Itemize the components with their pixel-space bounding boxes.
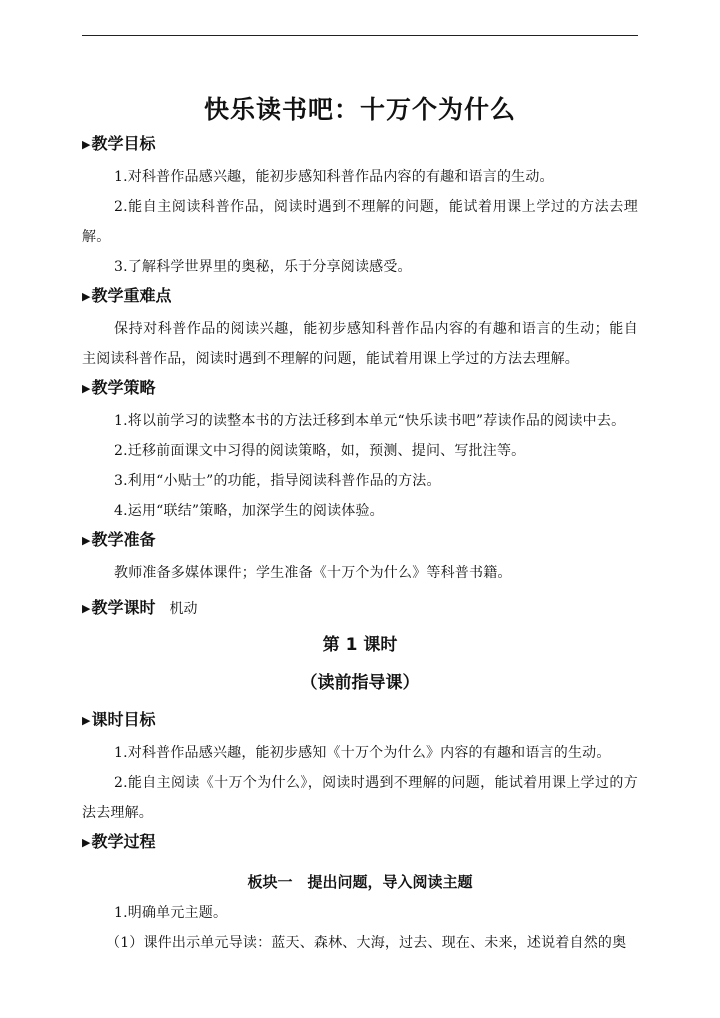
class-hours-value: 机动 xyxy=(169,601,198,617)
strategy-item: 2.迁移前面课文中习得的阅读策略，如，预测、提问、写批注等。 xyxy=(114,443,526,459)
heading-text: 教学课时 xyxy=(91,598,156,617)
heading-teaching-process xyxy=(82,832,155,854)
heading-key-points xyxy=(82,286,171,308)
process-item: 1.明确单元主题。 xyxy=(114,905,228,921)
lesson-goal-item: 2.能自主阅读《十万个为什么》，阅读时遇到不理解的问题，能试着用课上学过的方法去理解。 xyxy=(82,775,638,821)
goal-item: 1.对科普作品感兴趣，能初步感知科普作品内容的有趣和语言的生动。 xyxy=(114,169,554,185)
triangle-bullet-icon: ▶ xyxy=(82,714,91,727)
goal-item: 2.能自主阅读科普作品，阅读时遇到不理解的问题，能试着用课上学过的方法去理解。 xyxy=(82,199,638,245)
document-title: 快乐读书吧：十万个为什么 xyxy=(203,95,516,124)
heading-preparation xyxy=(82,530,155,552)
heading-text: 教学准备 xyxy=(91,530,156,549)
heading-text: 教学重难点 xyxy=(91,286,172,305)
heading-lesson-goals xyxy=(82,710,155,732)
heading-text: 教学过程 xyxy=(91,832,156,851)
heading-strategies xyxy=(82,378,155,400)
process-item: （1）课件出示单元导读：蓝天、森林、大海，过去、现在、未来，述说着自然的奥 xyxy=(106,935,627,951)
goal-item: 3.了解科学世界里的奥秘，乐于分享阅读感受。 xyxy=(114,259,412,275)
triangle-bullet-icon: ▶ xyxy=(82,534,91,547)
triangle-bullet-icon: ▶ xyxy=(82,382,91,395)
heading-text: 课时目标 xyxy=(91,710,156,729)
header-rule xyxy=(82,35,638,36)
lesson-title: 第 1 课时 xyxy=(322,635,398,655)
strategy-item: 4.运用“联结”策略，加深学生的阅读体验。 xyxy=(114,503,384,519)
heading-text: 教学目标 xyxy=(91,134,156,153)
key-points-text: 保持对科普作品的阅读兴趣，能初步感知科普作品内容的有趣和语言的生动；能自主阅读科普作品，阅读时遇到不理解的问题，能试着用课上学过的方法去理解。 xyxy=(82,321,638,367)
strategy-item: 1.将以前学习的读整本书的方法迁移到本单元“快乐读书吧”荐读作品的阅读中去。 xyxy=(114,413,626,429)
lesson-goal-item: 1.对科普作品感兴趣，能初步感知《十万个为什么》内容的有趣和语言的生动。 xyxy=(114,745,611,761)
triangle-bullet-icon: ▶ xyxy=(82,138,91,151)
heading-teaching-goals xyxy=(82,134,155,156)
heading-text: 教学策略 xyxy=(91,378,156,397)
preparation-text: 教师准备多媒体课件；学生准备《十万个为什么》等科普书籍。 xyxy=(114,565,512,581)
strategy-item: 3.利用“小贴士”的功能，指导阅读科普作品的方法。 xyxy=(114,473,441,489)
triangle-bullet-icon: ▶ xyxy=(82,836,91,849)
triangle-bullet-icon: ▶ xyxy=(82,602,91,615)
heading-class-hours xyxy=(82,598,197,620)
block-title: 板块一 提出问题，导入阅读主题 xyxy=(247,873,473,891)
lesson-subtitle: （读前指导课） xyxy=(300,673,420,693)
triangle-bullet-icon: ▶ xyxy=(82,290,91,303)
